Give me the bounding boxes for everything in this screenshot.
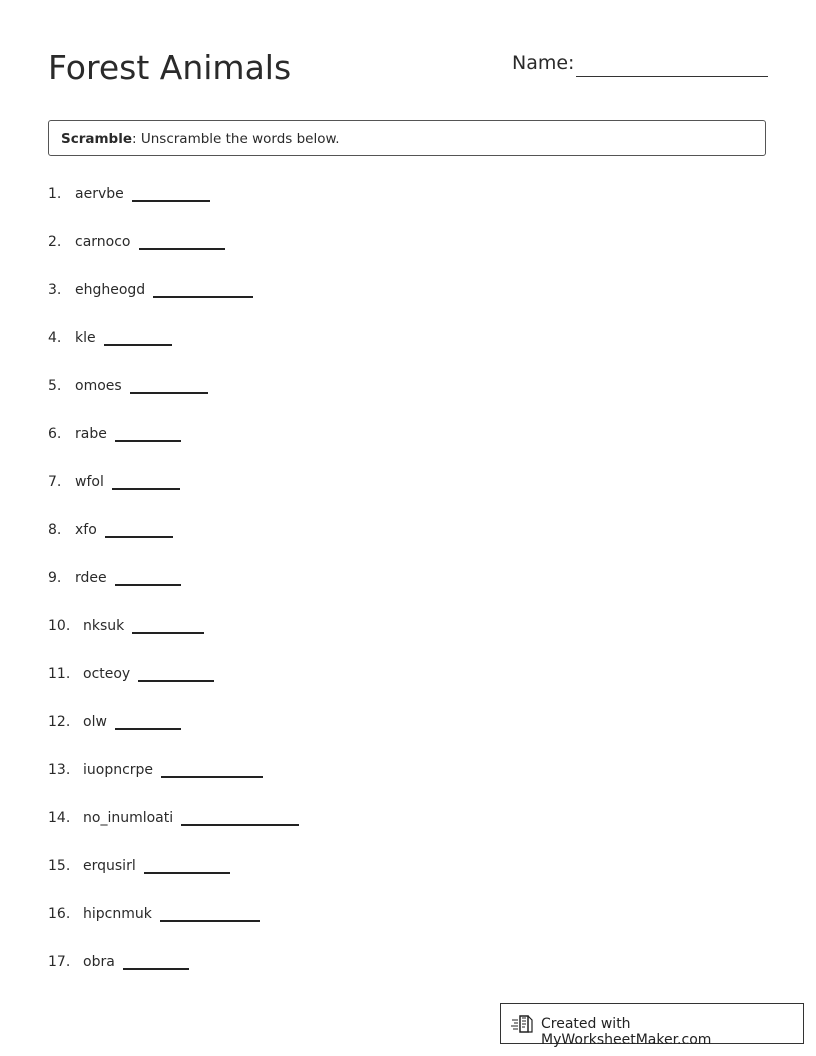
name-label: Name: [512, 52, 575, 74]
scrambled-word: octeoy [83, 666, 131, 682]
item-number: 13. [48, 762, 71, 778]
list-item [48, 186, 210, 206]
answer-blank[interactable] [112, 474, 180, 490]
item-number: 1. [48, 186, 62, 202]
list-item [48, 954, 189, 974]
item-number: 8. [48, 522, 62, 538]
scrambled-word: ehgheogd [75, 282, 146, 298]
answer-blank[interactable] [144, 858, 230, 874]
footer-text: Created with MyWorksheetMaker.com [541, 1016, 712, 1048]
item-number: 16. [48, 906, 71, 922]
scrambled-word: rabe [75, 426, 107, 442]
instructions-text [61, 131, 340, 147]
item-number: 4. [48, 330, 62, 346]
scrambled-word: xfo [75, 522, 97, 538]
list-item [48, 666, 214, 686]
item-number: 7. [48, 474, 62, 490]
scrambled-word: hipcnmuk [83, 906, 152, 922]
list-item [48, 522, 173, 542]
answer-blank[interactable] [139, 234, 225, 250]
list-item [48, 474, 180, 494]
item-number: 12. [48, 714, 71, 730]
instructions-label: Scramble [61, 131, 133, 147]
scrambled-word: erqusirl [83, 858, 136, 874]
item-number: 3. [48, 282, 62, 298]
list-item [48, 810, 299, 830]
scrambled-word: aervbe [75, 186, 124, 202]
list-item [48, 906, 260, 926]
page-title: Forest Animals [48, 48, 292, 87]
list-item [48, 762, 263, 782]
answer-blank[interactable] [138, 666, 214, 682]
item-number: 14. [48, 810, 71, 826]
item-number: 6. [48, 426, 62, 442]
answer-blank[interactable] [115, 426, 181, 442]
list-item [48, 858, 230, 878]
scrambled-word: obra [83, 954, 115, 970]
answer-blank[interactable] [123, 954, 189, 970]
item-number: 17. [48, 954, 71, 970]
answer-blank[interactable] [161, 762, 263, 778]
footer-credit [500, 1003, 804, 1048]
answer-blank[interactable] [160, 906, 260, 922]
name-line[interactable] [576, 76, 768, 77]
item-number: 9. [48, 570, 62, 586]
scrambled-word: no_inumloati [83, 810, 174, 826]
item-number: 11. [48, 666, 71, 682]
scrambled-word: rdee [75, 570, 107, 586]
answer-blank[interactable] [115, 570, 181, 586]
list-item [48, 618, 204, 638]
instructions-body: : Unscramble the words below. [132, 131, 340, 147]
answer-blank[interactable] [104, 330, 172, 346]
list-item [48, 570, 181, 590]
scrambled-word: wfol [75, 474, 104, 490]
list-item [48, 714, 181, 734]
scrambled-word: olw [83, 714, 107, 730]
answer-blank[interactable] [105, 522, 173, 538]
instructions-box [48, 120, 766, 156]
answer-blank[interactable] [115, 714, 181, 730]
item-number: 5. [48, 378, 62, 394]
name-field[interactable] [512, 52, 768, 78]
list-item [48, 234, 225, 254]
answer-blank[interactable] [181, 810, 299, 826]
scrambled-word: nksuk [83, 618, 125, 634]
list-item [48, 426, 181, 446]
scrambled-word: carnoco [75, 234, 131, 250]
answer-blank[interactable] [153, 282, 253, 298]
answer-blank[interactable] [130, 378, 208, 394]
list-item [48, 282, 253, 302]
scrambled-word: omoes [75, 378, 122, 394]
item-number: 2. [48, 234, 62, 250]
answer-blank[interactable] [132, 618, 204, 634]
list-item [48, 378, 208, 398]
scrambled-word: kle [75, 330, 96, 346]
list-item [48, 330, 172, 350]
worksheet-maker-logo-icon [511, 1014, 535, 1034]
item-number: 10. [48, 618, 71, 634]
scrambled-word: iuopncrpe [83, 762, 154, 778]
answer-blank[interactable] [132, 186, 210, 202]
item-number: 15. [48, 858, 71, 874]
